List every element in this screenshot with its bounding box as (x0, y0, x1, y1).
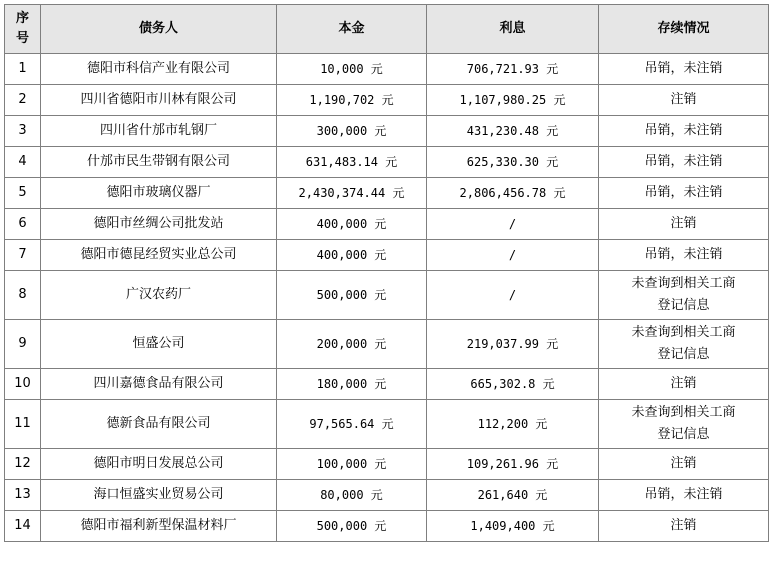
cell-principal: 500,000 元 (277, 271, 427, 320)
header-seq-line1: 序 (15, 11, 29, 26)
table-row (5, 449, 769, 480)
cell-debtor: 德阳市福利新型保温材料厂 (41, 511, 277, 542)
cell-status: 注销 (599, 369, 769, 400)
cell-no: 13 (5, 480, 41, 511)
cell-principal: 300,000 元 (277, 116, 427, 147)
cell-debtor: 德阳市玻璃仪器厂 (41, 178, 277, 209)
header-debtor: 债务人 (41, 5, 277, 54)
cell-no: 8 (5, 271, 41, 320)
cell-no: 4 (5, 147, 41, 178)
header-principal: 本金 (277, 5, 427, 54)
cell-interest: 706,721.93 元 (427, 54, 599, 85)
table-row (5, 116, 769, 147)
cell-interest: 109,261.96 元 (427, 449, 599, 480)
cell-interest: 219,037.99 元 (427, 320, 599, 369)
cell-no: 9 (5, 320, 41, 369)
cell-status: 未查询到相关工商 登记信息 (599, 271, 769, 320)
cell-debtor: 四川省什邡市轧钢厂 (41, 116, 277, 147)
cell-debtor: 什邡市民生带钢有限公司 (41, 147, 277, 178)
cell-no: 2 (5, 85, 41, 116)
cell-status: 吊销，未注销 (599, 54, 769, 85)
cell-debtor: 四川省德阳市川林有限公司 (41, 85, 277, 116)
cell-interest: 112,200 元 (427, 400, 599, 449)
cell-no: 5 (5, 178, 41, 209)
table-row (5, 480, 769, 511)
cell-principal: 180,000 元 (277, 369, 427, 400)
cell-interest: 2,806,456.78 元 (427, 178, 599, 209)
table-row (5, 85, 769, 116)
cell-debtor: 四川嘉德食品有限公司 (41, 369, 277, 400)
cell-interest: / (427, 209, 599, 240)
table-row (5, 147, 769, 178)
cell-status: 吊销，未注销 (599, 178, 769, 209)
cell-no: 10 (5, 369, 41, 400)
cell-debtor: 德阳市丝绸公司批发站 (41, 209, 277, 240)
cell-no: 7 (5, 240, 41, 271)
table-row (5, 178, 769, 209)
cell-principal: 100,000 元 (277, 449, 427, 480)
cell-principal: 2,430,374.44 元 (277, 178, 427, 209)
cell-status: 吊销，未注销 (599, 240, 769, 271)
cell-principal: 500,000 元 (277, 511, 427, 542)
cell-status: 吊销，未注销 (599, 147, 769, 178)
cell-principal: 1,190,702 元 (277, 85, 427, 116)
cell-interest: / (427, 240, 599, 271)
cell-no: 14 (5, 511, 41, 542)
cell-interest: 261,640 元 (427, 480, 599, 511)
header-row (5, 5, 769, 54)
cell-principal: 631,483.14 元 (277, 147, 427, 178)
table-row (5, 400, 769, 449)
cell-principal: 97,565.64 元 (277, 400, 427, 449)
cell-interest: 665,302.8 元 (427, 369, 599, 400)
cell-no: 11 (5, 400, 41, 449)
cell-debtor: 德阳市科信产业有限公司 (41, 54, 277, 85)
cell-debtor: 恒盛公司 (41, 320, 277, 369)
cell-debtor: 德新食品有限公司 (41, 400, 277, 449)
cell-no: 12 (5, 449, 41, 480)
table-row (5, 511, 769, 542)
cell-debtor: 德阳市德昆经贸实业总公司 (41, 240, 277, 271)
table-row (5, 320, 769, 369)
cell-status: 吊销，未注销 (599, 480, 769, 511)
cell-principal: 80,000 元 (277, 480, 427, 511)
table-row (5, 271, 769, 320)
cell-principal: 10,000 元 (277, 54, 427, 85)
cell-interest: 1,107,980.25 元 (427, 85, 599, 116)
cell-no: 3 (5, 116, 41, 147)
cell-interest: / (427, 271, 599, 320)
cell-status: 注销 (599, 449, 769, 480)
table-row (5, 209, 769, 240)
debt-table (4, 4, 769, 542)
cell-debtor: 德阳市明日发展总公司 (41, 449, 277, 480)
cell-debtor: 海口恒盛实业贸易公司 (41, 480, 277, 511)
cell-principal: 400,000 元 (277, 240, 427, 271)
cell-no: 6 (5, 209, 41, 240)
cell-principal: 200,000 元 (277, 320, 427, 369)
table-row (5, 240, 769, 271)
cell-status: 未查询到相关工商 登记信息 (599, 400, 769, 449)
header-interest: 利息 (427, 5, 599, 54)
header-status: 存续情况 (599, 5, 769, 54)
cell-interest: 625,330.30 元 (427, 147, 599, 178)
cell-debtor: 广汉农药厂 (41, 271, 277, 320)
header-seq (5, 5, 41, 54)
cell-status: 注销 (599, 511, 769, 542)
table-row (5, 54, 769, 85)
cell-status: 注销 (599, 209, 769, 240)
cell-interest: 1,409,400 元 (427, 511, 599, 542)
cell-status: 吊销，未注销 (599, 116, 769, 147)
cell-status: 未查询到相关工商 登记信息 (599, 320, 769, 369)
cell-status: 注销 (599, 85, 769, 116)
header-seq-line2: 号 (15, 31, 29, 46)
table-body (5, 54, 769, 542)
cell-interest: 431,230.48 元 (427, 116, 599, 147)
cell-no: 1 (5, 54, 41, 85)
table-row (5, 369, 769, 400)
cell-principal: 400,000 元 (277, 209, 427, 240)
